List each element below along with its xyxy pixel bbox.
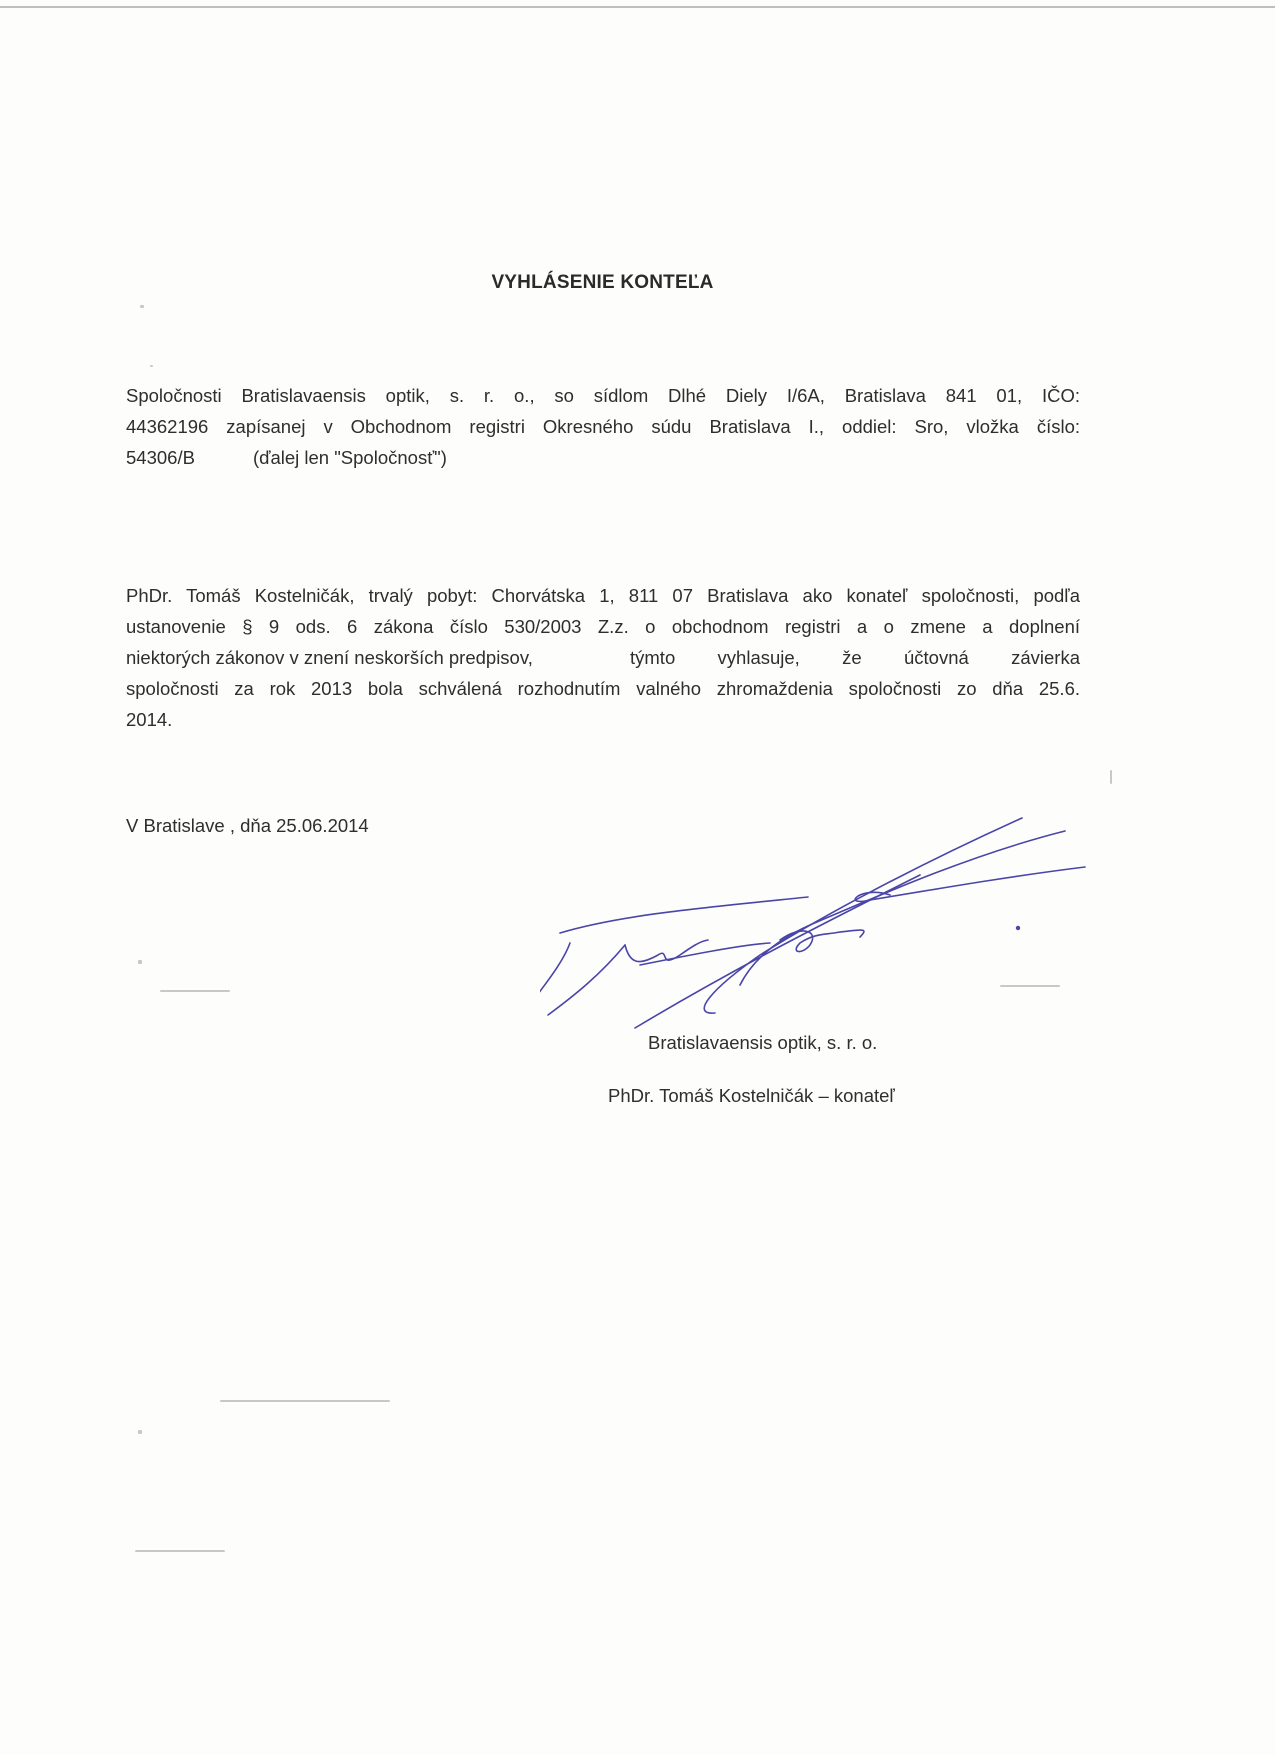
signature-dot: [1016, 926, 1020, 930]
signature-stroke: [840, 930, 864, 937]
handwritten-signature: [540, 815, 1100, 1030]
signature-stroke: [560, 897, 808, 933]
signature-stroke: [625, 940, 708, 962]
scan-speck: [160, 990, 230, 992]
paragraph-line: [126, 642, 1080, 673]
company-identification-paragraph: [126, 380, 1080, 473]
scan-speck: [1000, 985, 1060, 987]
signature-stroke: [740, 831, 1065, 985]
paragraph-line: [126, 442, 1080, 473]
signatory-name: PhDr. Tomáš Kostelničák – konateľ: [608, 1085, 895, 1106]
paragraph-line: 2014.: [126, 709, 173, 730]
paragraph-line: Spoločnosti Bratislavaensis optik, s. r. o., so sídlom Dlhé Diely I/6A, Bratislava 841 01, IČO:: [126, 385, 1080, 406]
scan-speck: [150, 365, 153, 367]
scan-top-edge: [0, 6, 1275, 8]
paragraph-fragment: týmto vyhlasuje, že účtovná závierka: [630, 647, 1080, 668]
company-abbreviation-note: (ďalej len "Spoločnosť"): [252, 447, 447, 468]
paragraph-line: 44362196 zapísanej v Obchodnom registri Okresného súdu Bratislava I., oddiel: Sro, vložka číslo:: [126, 416, 1080, 437]
scan-speck: [135, 1550, 225, 1552]
signature-stroke: [635, 875, 920, 1028]
place-and-date: V Bratislave , dňa 25.06.2014: [126, 815, 369, 836]
registration-number: 54306/B: [126, 447, 195, 468]
scan-speck: [1110, 770, 1112, 784]
scan-speck: [140, 305, 144, 308]
declaration-paragraph: [126, 580, 1080, 735]
scan-speck: [138, 960, 142, 964]
paragraph-line: spoločnosti za rok 2013 bola schválená rozhodnutím valného zhromaždenia spoločnosti zo dňa 25.6.: [126, 678, 1080, 699]
paragraph-line: ustanovenie § 9 ods. 6 zákona číslo 530/2003 Z.z. o obchodnom registri a o zmene a doplnení: [126, 616, 1080, 637]
paragraph-line: PhDr. Tomáš Kostelničák, trvalý pobyt: Chorvátska 1, 811 07 Bratislava ako konateľ spoločnosti, podľa: [126, 585, 1080, 606]
signatory-company: Bratislavaensis optik, s. r. o.: [648, 1032, 878, 1053]
scan-speck: [138, 1430, 142, 1434]
signature-stroke: [540, 943, 570, 1000]
signature-stroke: [548, 945, 625, 1015]
paragraph-fragment: niektorých zákonov v znení neskorších predpisov,: [126, 647, 533, 668]
scan-speck: [220, 1400, 390, 1402]
signature-stroke: [855, 867, 1085, 901]
signature-stroke: [704, 818, 1022, 1013]
document-title: VYHLÁSENIE KONTEĽA: [491, 272, 714, 293]
